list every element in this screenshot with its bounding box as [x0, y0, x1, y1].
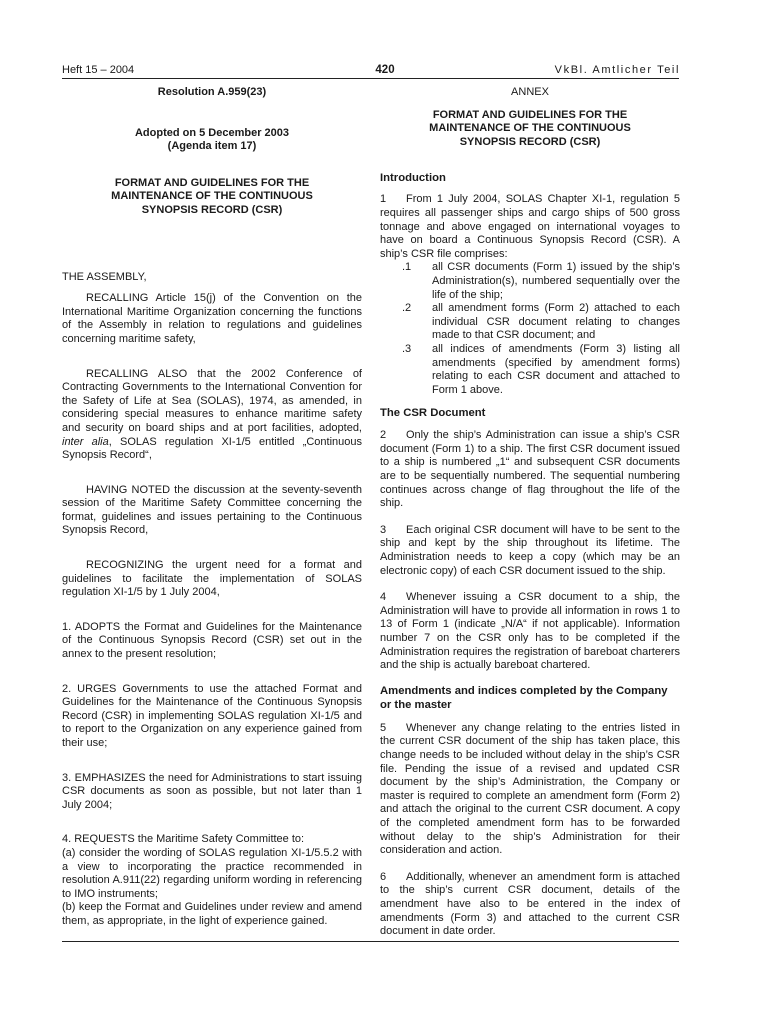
paragraph-text: From 1 July 2004, SOLAS Chapter XI-1, regulation 5 requires all passenger ships and cargo ships of 500 gross tonnage and above engaged on international voyages to have on board a Continuous Synopsis Record (CSR). A ship’s CSR file comprises:	[380, 193, 680, 260]
recalling-also-text: RECALLING ALSO that the 2002 Conference of Contracting Governments to the International Convention for the Safety of Life at Sea (SOLAS), 1974, as amended, in considering special measures to enhance maritime safety and security on board ships and at port facilities, adopted,	[62, 367, 362, 434]
title-line: FORMAT AND GUIDELINES FOR THE	[114, 176, 310, 189]
operative-item-3: 3. EMPHASIZES the need for Administrations to start issuing CSR documents as soon as possible, but not later than 1 July 2004;	[62, 771, 362, 811]
agenda-item: (Agenda item 17)	[167, 140, 257, 153]
paragraph-text: Only the ship’s Administration can issue a ship’s CSR document (Form 1) to a ship. The first CSR document issued to a ship is numbered „1“ and subsequent CSR documents are to be sequentially numbered. The sequential numbering continues across change of flag throughout the life of the ship.	[380, 429, 680, 510]
adopted-date: Adopted on 5 December 2003	[134, 126, 290, 139]
operative-item-4b: (b) keep the Format and Guidelines under review and amend them, as appropriate, in the light of experience gained.	[62, 901, 362, 927]
title-line: SYNOPSIS RECORD (CSR)	[459, 135, 601, 148]
recalling-paragraph: RECALLING Article 15(j) of the Convention on the International Maritime Organization concerning the functions of the Assembly in relation to regulations and guidelines concerning maritime safety,	[62, 292, 362, 345]
paragraph-3	[380, 524, 680, 578]
paragraph-number: 1	[380, 193, 387, 206]
right-column	[380, 86, 680, 939]
paragraph-number: 6	[380, 870, 387, 883]
item-text: all CSR documents (Form 1) issued by the ship’s Administration(s), numbered sequentially over the life of the ship;	[432, 261, 680, 301]
paragraph-4	[380, 591, 680, 673]
title-line: MAINTENANCE OF THE CONTINUOUS	[429, 122, 631, 135]
title-line: MAINTENANCE OF THE CONTINUOUS	[111, 190, 313, 203]
paragraph-5	[380, 722, 680, 858]
publication-label: VkBl. Amtlicher Teil	[554, 64, 680, 76]
csr-file-item	[380, 261, 680, 302]
page-number: 420	[375, 64, 395, 76]
paragraph-6	[380, 871, 680, 939]
left-column	[62, 86, 362, 929]
having-noted-paragraph: HAVING NOTED the discussion at the seventy-seventh session of the Maritime Safety Committee concerning the format, guidelines and issues pertaining to the Continuous Synopsis Record,	[62, 483, 362, 537]
title-line: FORMAT AND GUIDELINES FOR THE	[432, 108, 628, 121]
operative-item-1: 1. ADOPTS the Format and Guidelines for the Maintenance of the Continuous Synopsis Record (CSR) set out in the annex to the present resolution;	[62, 620, 362, 661]
paragraph-number: 2	[380, 429, 387, 442]
paragraph-number: 4	[380, 591, 387, 604]
paragraph-number: 5	[380, 721, 387, 734]
annex-title	[380, 109, 680, 150]
recognizing-paragraph: RECOGNIZING the urgent need for a format and guidelines to facilitate the implementation of SOLAS regulation XI-1/5 by 1 July 2004,	[62, 559, 362, 599]
operative-item-2: 2. URGES Governments to use the attached Format and Guidelines for the Maintenance of the Continuous Synopsis Record (CSR) in implementing SOLAS regulation XI-1/5 and to report to the Organization on any experience gained from their use;	[62, 682, 362, 749]
amendments-heading: Amendments and indices completed by the Company or the master	[380, 684, 668, 711]
resolution-number: Resolution A.959(23)	[157, 86, 267, 98]
issue-label: Heft 15 – 2004	[62, 64, 135, 76]
paragraph-text: Each original CSR document will have to be sent to the ship and kept by the ship throughout its lifetime. The Administration needs to keep a copy (which may be an electronic copy) of each CSR document issued to the ship.	[380, 523, 680, 577]
title-line: SYNOPSIS RECORD (CSR)	[141, 203, 283, 216]
paragraph-2	[380, 429, 680, 511]
paragraph-number: 3	[380, 523, 387, 536]
recalling-also-text-end: , SOLAS regulation XI-1/5 entitled „Continuous Synopsis Record“,	[62, 435, 363, 462]
item-label: .3	[402, 342, 412, 355]
paragraph-text: Whenever any change relating to the entries listed in the current CSR document of the ship has taken place, this change needs to be included without delay in the ship’s CSR file. Pending the issue of a revised and updated CSR document by the ship’s Administration, the Company or master is required to complete an amendment form (Form 2) and attach the original to the current CSR document. A copy of the completed amendment form has to be forwarded without delay to the ship’s Administration for their consideration and action.	[380, 721, 680, 857]
resolution-title	[62, 177, 362, 218]
item-label: .1	[402, 261, 412, 274]
assembly-heading: THE ASSEMBLY,	[62, 270, 147, 283]
introduction-heading: Introduction	[380, 172, 446, 185]
csr-file-item	[380, 343, 680, 397]
operative-item-4a: (a) consider the wording of SOLAS regulation XI-1/5.5.2 with a view to incorporating the practice recommended in resolution A.911(22) regarding uniform wording in referencing to IMO instruments;	[62, 846, 362, 900]
item-text: all indices of amendments (Form 3) listing all amendments (specified by amendment forms) relating to each CSR document and attached to Form 1 above.	[432, 342, 680, 396]
item-text: all amendment forms (Form 2) attached to each individual CSR document relating to changes made to that CSR document; and	[432, 302, 680, 342]
paragraph-text: Additionally, whenever an amendment form is attached to the ship’s current CSR document, details of the amendment have also to be entered in the index of amendments (Form 3) and attached to the current CSR document in date order.	[380, 870, 680, 938]
footer-rule	[62, 941, 679, 942]
recalling-also-italic: inter alia	[62, 435, 109, 448]
csr-document-heading: The CSR Document	[380, 407, 486, 420]
operative-item-4: 4. REQUESTS the Maritime Safety Committee to:	[62, 833, 305, 846]
header-rule	[62, 78, 679, 79]
recalling-also-paragraph	[62, 368, 362, 463]
paragraph-1	[380, 193, 680, 261]
paragraph-text: Whenever issuing a CSR document to a ship, the Administration will have to provide all information in rows 1 to 13 of Form 1 (indicate „N/A“ if not applicable). Information number 7 on the CSR only has to be completed if the Administration requires the registration of bareboat charterers and the ship is actually bareboat chartered.	[380, 591, 680, 672]
annex-label: ANNEX	[511, 86, 549, 98]
item-label: .2	[402, 302, 412, 315]
csr-file-item	[380, 302, 680, 343]
